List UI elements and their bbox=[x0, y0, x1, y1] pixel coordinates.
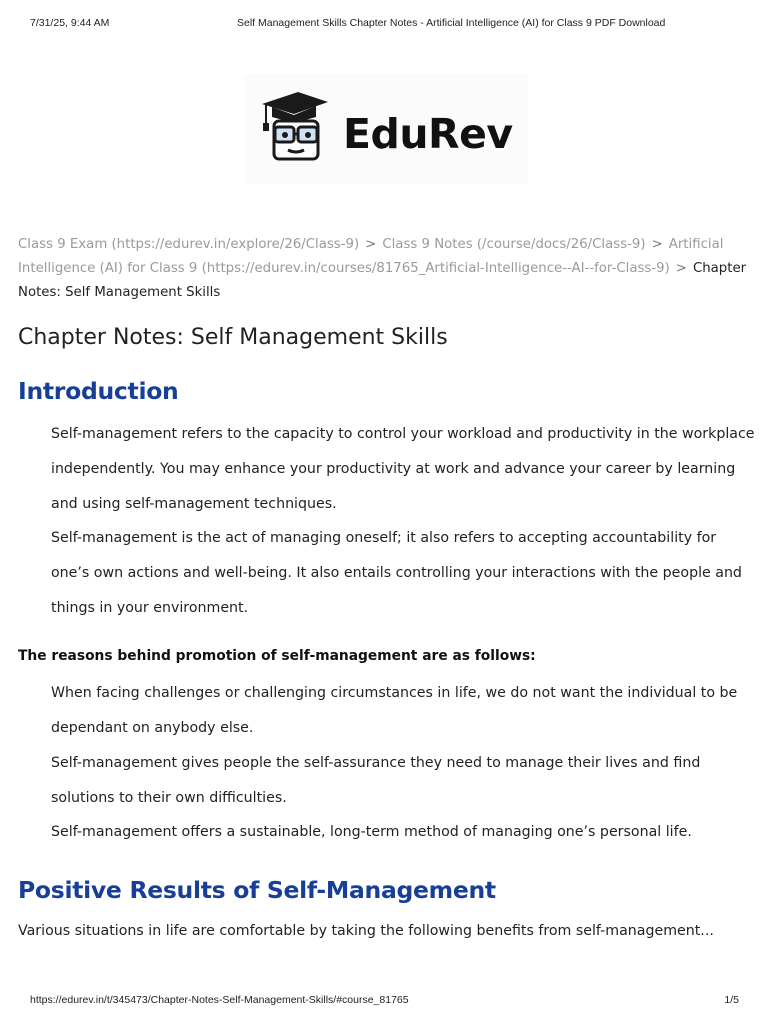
breadcrumb-separator: > bbox=[675, 261, 687, 276]
print-footer-url: https://edurev.in/t/345473/Chapter-Notes-Self-Management-Skills/#course_81765 bbox=[30, 994, 409, 1006]
introduction-paragraph-2: Self-management is the act of managing oneself; it also refers to accepting accountability for one’s own actions and well-being. It also entails controlling your interactions with the people and things in your environment. bbox=[51, 530, 742, 616]
breadcrumb-item-class-9-exam[interactable]: Class 9 Exam (https://edurev.in/explore/26/Class-9) bbox=[18, 237, 360, 252]
breadcrumb-separator: > bbox=[651, 237, 663, 252]
graduation-cap-mascot-icon bbox=[258, 90, 330, 166]
reasons-subheading: The reasons behind promotion of self-management are as follows: bbox=[18, 648, 536, 664]
reasons-item-1: When facing challenges or challenging circumstances in life, we do not want the individual to be dependant on anybody else. bbox=[51, 685, 738, 736]
introduction-paragraph-1: Self-management refers to the capacity to control your workload and productivity in the workplace independently. You may enhance your productivity at work and advance your career by learning and using self-management techniques. bbox=[51, 426, 755, 512]
page-title: Chapter Notes: Self Management Skills bbox=[18, 325, 448, 350]
reasons-item-3: Self-management offers a sustainable, long-term method of managing one’s personal life. bbox=[51, 824, 692, 840]
print-document-title: Self Management Skills Chapter Notes - Artificial Intelligence (AI) for Class 9 PDF Download bbox=[237, 17, 666, 29]
breadcrumb bbox=[18, 233, 753, 305]
print-timestamp: 7/31/25, 9:44 AM bbox=[30, 17, 110, 29]
breadcrumb-item-current: Chapter Notes: Self Management Skills bbox=[18, 261, 747, 300]
edurev-logo[interactable] bbox=[244, 74, 528, 184]
reasons-item-2: Self-management gives people the self-assurance they need to manage their lives and find solutions to their own difficulties. bbox=[51, 755, 701, 806]
print-header bbox=[0, 17, 768, 33]
positive-results-heading: Positive Results of Self-Management bbox=[18, 876, 496, 904]
breadcrumb-item-class-9-notes[interactable]: Class 9 Notes (/course/docs/26/Class-9) bbox=[382, 237, 646, 252]
introduction-heading: Introduction bbox=[18, 377, 179, 405]
breadcrumb-separator: > bbox=[365, 237, 377, 252]
logo-wordmark: EduRev bbox=[343, 110, 513, 158]
page-number: 1/5 bbox=[724, 994, 739, 1006]
print-footer bbox=[0, 994, 768, 1010]
positive-results-paragraph: Various situations in life are comfortable by taking the following benefits from self-management... bbox=[18, 923, 714, 939]
breadcrumb-item-ai-course[interactable]: Artificial Intelligence (AI) for Class 9 (https://edurev.in/courses/81765_Artificial-Intelligence--AI--for-Class-9) bbox=[18, 237, 724, 276]
